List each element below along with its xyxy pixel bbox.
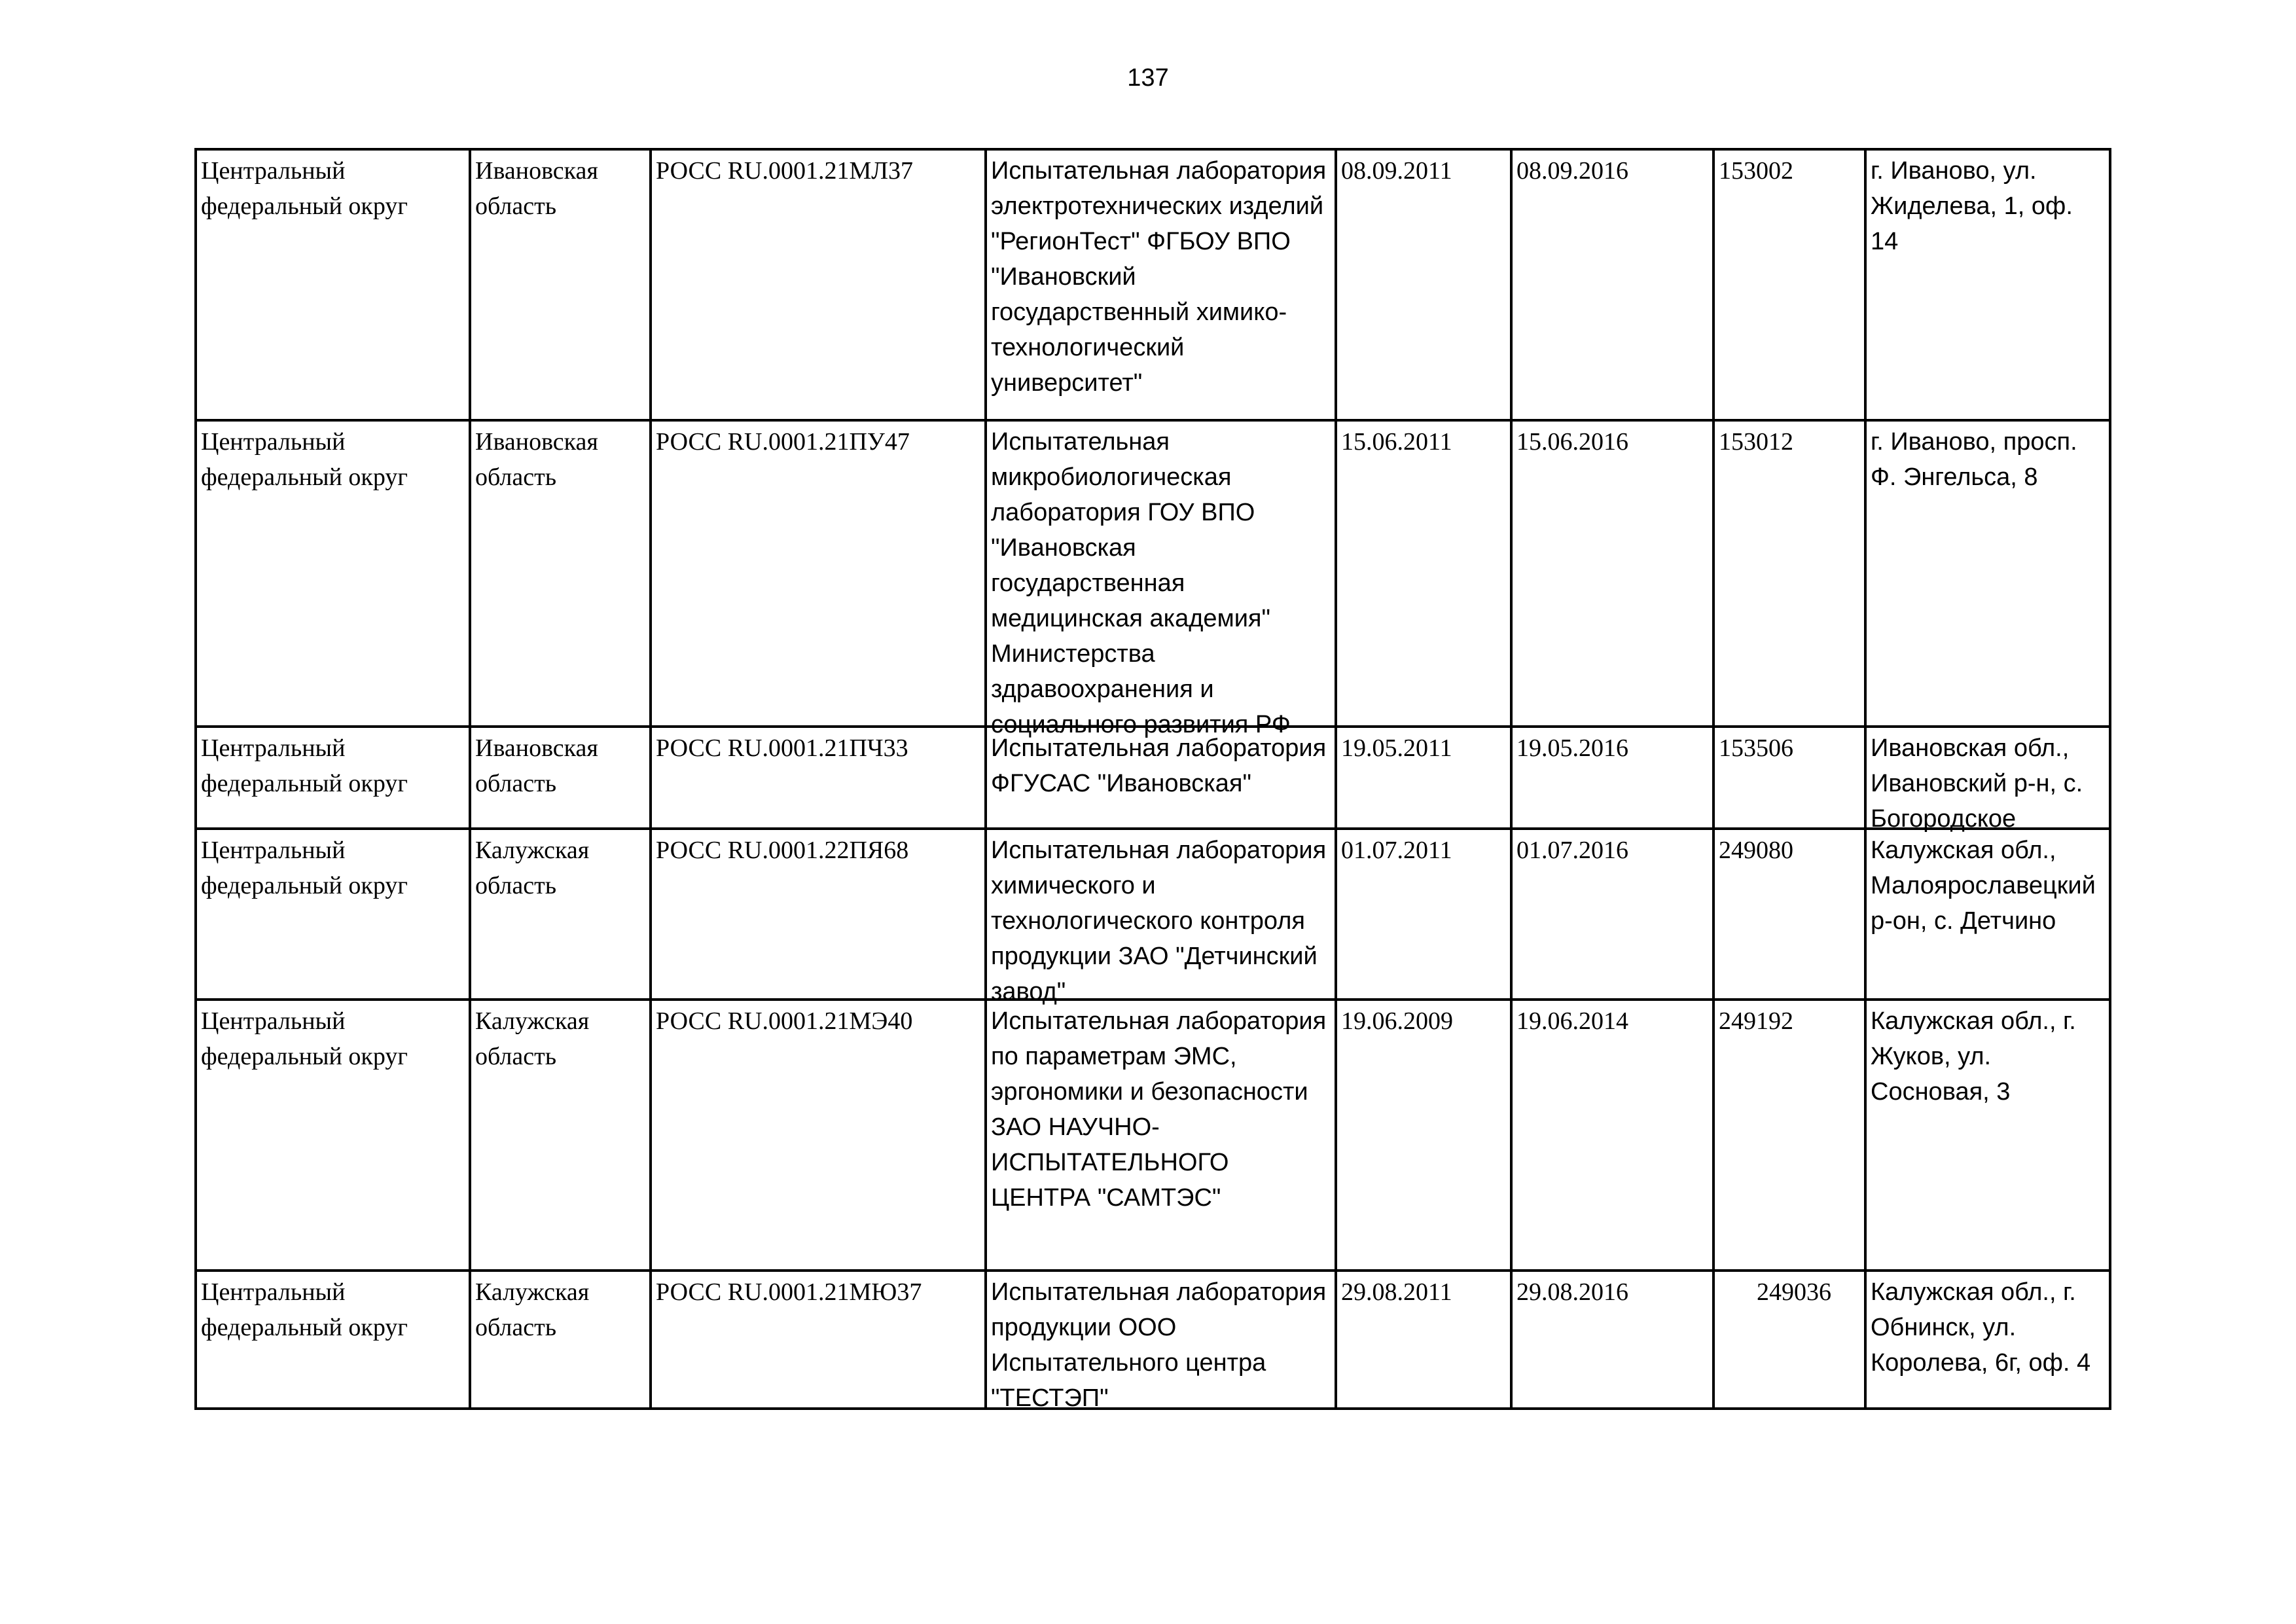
code-cell: РОСС RU.0001.21МЮ37 [651, 1271, 986, 1409]
zip-cell: 153012 [1713, 420, 1865, 727]
name-cell [986, 420, 1336, 738]
address-cell [1865, 1271, 2110, 1409]
date-to-cell: 29.08.2016 [1511, 1271, 1713, 1409]
date-to-cell: 19.05.2016 [1511, 727, 1713, 829]
address-cell [1865, 829, 2110, 1000]
name-cell [986, 1271, 1336, 1412]
zip-cell: 249036 [1713, 1271, 1865, 1409]
date-from-cell: 19.06.2009 [1336, 1000, 1511, 1271]
zip-cell: 153002 [1713, 149, 1865, 420]
region-cell: Ивановская область [470, 727, 651, 829]
code-cell: РОСС RU.0001.21МЛ37 [651, 149, 986, 420]
address-text: г. Иваново, просп. Ф. Энгельса, 8 [1871, 428, 2077, 491]
table-row [196, 420, 2110, 727]
name-cell [986, 1000, 1336, 1271]
date-from-cell: 29.08.2011 [1336, 1271, 1511, 1409]
name-text: Испытательная лаборатория по параметрам ЭМС, эргономики и безопасности ЗАО НАУЧНО-ИСПЫТАТЕЛЬНОГО ЦЕНТРА "САМТЭС" [991, 1007, 1327, 1212]
page-number: 137 [1127, 64, 1169, 92]
date-from-cell: 01.07.2011 [1336, 829, 1511, 1000]
code-cell: РОСС RU.0001.22ПЯ68 [651, 829, 986, 1000]
district-cell: Центральный федеральный округ [196, 829, 470, 1000]
zip-cell: 153506 [1713, 727, 1865, 829]
code-cell: РОСС RU.0001.21МЭ40 [651, 1000, 986, 1271]
address-cell [1865, 1000, 2110, 1271]
date-from-cell: 08.09.2011 [1336, 149, 1511, 420]
zip-cell: 249080 [1713, 829, 1865, 1000]
address-text: Калужская обл., г. Обнинск, ул. Королева, 6г, оф. 4 [1871, 1278, 2091, 1377]
name-text: Испытательная микробиологическая лаборатория ГОУ ВПО "Ивановская государственная медицинская академия" Министерства здравоохранения и социального развития РФ [991, 428, 1291, 738]
name-text: Испытательная лаборатория ФГУСАС "Ивановская" [991, 734, 1327, 797]
region-cell: Ивановская область [470, 149, 651, 420]
address-cell [1865, 149, 2110, 420]
district-cell: Центральный федеральный округ [196, 1000, 470, 1271]
region-cell: Калужская область [470, 829, 651, 1000]
date-to-cell: 01.07.2016 [1511, 829, 1713, 1000]
name-cell [986, 829, 1336, 1005]
registry-table [194, 148, 2111, 1410]
zip-cell: 249192 [1713, 1000, 1865, 1271]
name-text: Испытательная лаборатория электротехнических изделий "РегионТест" ФГБОУ ВПО "Ивановский государственный химико-технологический университет" [991, 157, 1327, 397]
region-cell: Калужская область [470, 1271, 651, 1409]
date-from-cell: 15.06.2011 [1336, 420, 1511, 727]
date-to-cell: 08.09.2016 [1511, 149, 1713, 420]
address-cell [1865, 727, 2110, 833]
table-row [196, 1000, 2110, 1271]
table-row [196, 149, 2110, 420]
address-text: Ивановская обл., Ивановский р-н, с. Богородское [1871, 734, 2083, 833]
name-text: Испытательная лаборатория химического и технологического контроля продукции ЗАО "Детчинский завод" [991, 837, 1327, 1005]
district-cell: Центральный федеральный округ [196, 727, 470, 829]
code-cell: РОСС RU.0001.21ПЧ33 [651, 727, 986, 829]
address-text: Калужская обл., г. Жуков, ул. Сосновая, 3 [1871, 1007, 2076, 1106]
table-row [196, 829, 2110, 1000]
date-from-cell: 19.05.2011 [1336, 727, 1511, 829]
date-to-cell: 19.06.2014 [1511, 1000, 1713, 1271]
name-cell [986, 727, 1336, 829]
district-cell: Центральный федеральный округ [196, 420, 470, 727]
table-row [196, 727, 2110, 829]
address-text: Калужская обл., Малоярославецкий р-он, с. Детчино [1871, 837, 2096, 935]
district-cell: Центральный федеральный округ [196, 1271, 470, 1409]
name-cell [986, 149, 1336, 420]
name-text: Испытательная лаборатория продукции ООО Испытательного центра "ТЕСТЭП" [991, 1278, 1327, 1412]
code-cell: РОСС RU.0001.21ПУ47 [651, 420, 986, 727]
district-cell: Центральный федеральный округ [196, 149, 470, 420]
region-cell: Калужская область [470, 1000, 651, 1271]
address-cell [1865, 420, 2110, 727]
date-to-cell: 15.06.2016 [1511, 420, 1713, 727]
table-row [196, 1271, 2110, 1409]
address-text: г. Иваново, ул. Жиделева, 1, оф. 14 [1871, 157, 2073, 255]
region-cell: Ивановская область [470, 420, 651, 727]
